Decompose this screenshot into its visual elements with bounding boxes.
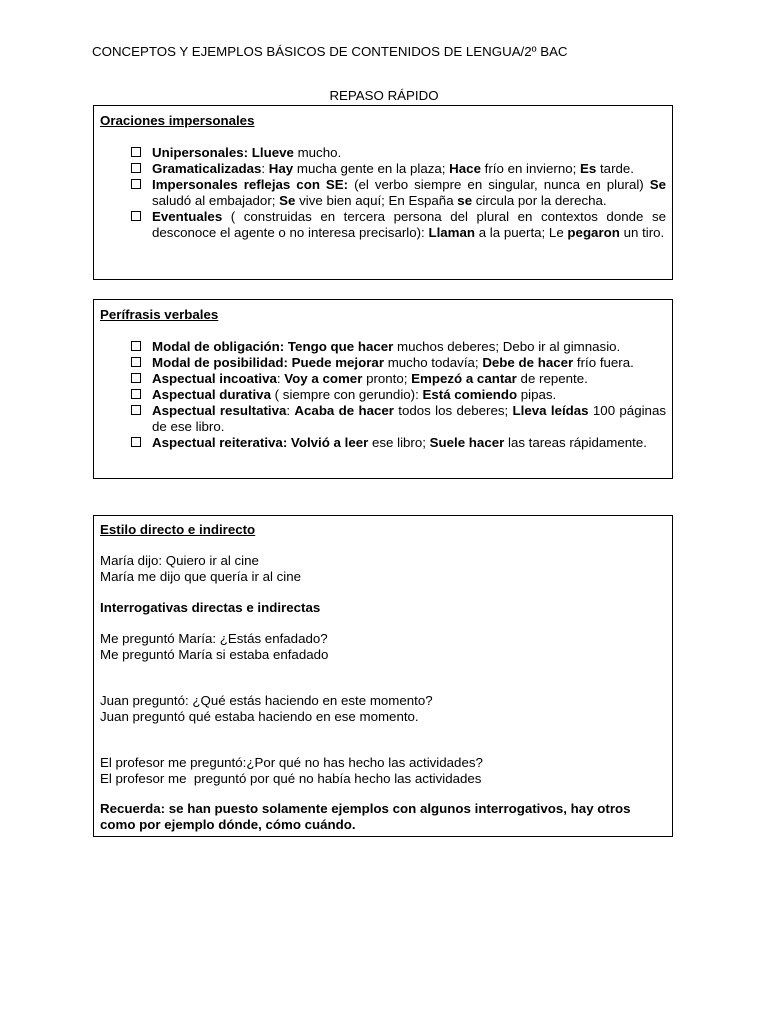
checkbox-icon[interactable] xyxy=(131,405,141,415)
bold-text: Empezó a cantar xyxy=(411,371,517,386)
checkbox-icon[interactable] xyxy=(131,341,141,351)
text-segment: frío en invierno; xyxy=(480,161,581,176)
estilo-box xyxy=(93,515,673,837)
text-segment: las tareas rápidamente. xyxy=(504,435,647,450)
example-line: María dijo: Quiero ir al cine xyxy=(100,553,259,568)
bold-text: Impersonales reflejas con SE: xyxy=(152,177,349,192)
text-segment: todos los deberes; xyxy=(393,403,513,418)
text-segment: muchos deberes; Debo ir al gimnasio. xyxy=(393,339,621,354)
example-line: El profesor me preguntó:¿Por qué no has hecho las actividades? xyxy=(100,755,483,770)
list-item xyxy=(100,387,666,403)
document-subtitle: REPASO RÁPIDO xyxy=(329,88,439,103)
example-2 xyxy=(100,631,666,663)
bold-text: Hay xyxy=(268,161,294,176)
list-item xyxy=(100,209,666,241)
bold-text: Gramaticalizadas xyxy=(152,161,262,176)
bold-text: Aspectual reiterativa: Volvió a leer xyxy=(152,435,369,450)
list-item xyxy=(100,355,666,371)
estilo-title: Estilo directo e indirecto xyxy=(100,522,256,537)
text-segment: ese libro; xyxy=(368,435,430,450)
bold-text: Acaba de hacer xyxy=(294,403,394,418)
bold-text: Suele hacer xyxy=(429,435,505,450)
document-header: CONCEPTOS Y EJEMPLOS BÁSICOS DE CONTENIDOS DE LENGUA/2º BAC xyxy=(92,44,568,59)
interrogativas-title: Interrogativas directas e indirectas xyxy=(100,600,321,615)
bold-text: Eventuales xyxy=(152,209,223,224)
text-segment: : xyxy=(261,161,269,176)
bold-text: Unipersonales: Llueve xyxy=(152,145,294,160)
text-segment: mucho. xyxy=(293,145,342,160)
text-segment: circula por la derecha. xyxy=(472,193,607,208)
checkbox-icon[interactable] xyxy=(131,163,141,173)
bold-text: Voy a comer xyxy=(284,371,363,386)
example-1 xyxy=(100,553,666,585)
example-line: Me preguntó María si estaba enfadado xyxy=(100,647,329,662)
text-segment: : xyxy=(276,371,285,386)
checkbox-icon[interactable] xyxy=(131,357,141,367)
perifrasis-title: Perífrasis verbales xyxy=(100,307,219,322)
example-line: Juan preguntó qué estaba haciendo en ese momento. xyxy=(100,709,419,724)
list-item xyxy=(100,339,666,355)
text-segment: (el verbo siempre en singular, nunca en plural) xyxy=(348,177,650,192)
text-segment: pronto; xyxy=(362,371,412,386)
text-segment: ( siempre con gerundio): xyxy=(270,387,423,402)
text-segment: ( construidas en tercera persona del plural en contextos donde se desconoce el agente o no interesa precisarlo): xyxy=(152,209,666,240)
example-4 xyxy=(100,755,666,787)
checkbox-icon[interactable] xyxy=(131,179,141,189)
bold-text: Modal de obligación: Tengo que hacer xyxy=(152,339,394,354)
bold-text: Llaman xyxy=(428,225,476,240)
list-item xyxy=(100,371,666,387)
text-segment: vive bien aquí; En España xyxy=(295,193,458,208)
list-item xyxy=(100,161,666,177)
checkbox-icon[interactable] xyxy=(131,389,141,399)
example-line: María me dijo que quería ir al cine xyxy=(100,569,302,584)
impersonales-box xyxy=(93,105,673,280)
list-item xyxy=(100,177,666,209)
text-segment: un tiro. xyxy=(619,225,665,240)
bold-text: Aspectual durativa xyxy=(152,387,271,402)
text-segment: 100 páginas de ese libro. xyxy=(152,403,666,434)
checkbox-icon[interactable] xyxy=(131,373,141,383)
text-segment: frío fuera. xyxy=(573,355,634,370)
bold-text: se xyxy=(457,193,473,208)
checkbox-icon[interactable] xyxy=(131,437,141,447)
bold-text: Modal de posibilidad: Puede mejorar xyxy=(152,355,384,370)
bold-text: Aspectual resultativa xyxy=(152,403,287,418)
bold-text: Debe de hacer xyxy=(482,355,574,370)
bold-text: Aspectual incoativa xyxy=(152,371,277,386)
bold-text: Se xyxy=(649,177,666,192)
text-segment: a la puerta; Le xyxy=(475,225,568,240)
text-segment: saludó al embajador; xyxy=(152,193,280,208)
bold-text: Es xyxy=(580,161,597,176)
example-line: El profesor me preguntó por qué no había hecho las actividades xyxy=(100,771,482,786)
text-segment: mucha gente en la plaza; xyxy=(293,161,450,176)
bold-text: Se xyxy=(279,193,296,208)
text-segment: mucho todavía; xyxy=(384,355,483,370)
list-item xyxy=(100,403,666,435)
perifrasis-box xyxy=(93,299,673,479)
example-line: Juan preguntó: ¿Qué estás haciendo en este momento? xyxy=(100,693,433,708)
list-item xyxy=(100,145,666,161)
perifrasis-list xyxy=(100,339,666,451)
bold-text: Hace xyxy=(449,161,481,176)
checkbox-icon[interactable] xyxy=(131,211,141,221)
text-segment: de repente. xyxy=(516,371,588,386)
bold-text: Lleva leídas xyxy=(512,403,589,418)
bold-text: Está comiendo xyxy=(422,387,518,402)
text-segment: pipas. xyxy=(517,387,557,402)
example-line: Me preguntó María: ¿Estás enfadado? xyxy=(100,631,328,646)
recuerda-note: Recuerda: se han puesto solamente ejemplos con algunos interrogativos, hay otros como por ejemplo dónde, cómo cuándo. xyxy=(100,801,631,832)
text-segment: : xyxy=(286,403,295,418)
bold-text: pegaron xyxy=(567,225,620,240)
list-item xyxy=(100,435,666,451)
impersonales-title: Oraciones impersonales xyxy=(100,113,255,128)
checkbox-icon[interactable] xyxy=(131,147,141,157)
text-segment: tarde. xyxy=(596,161,634,176)
impersonales-list xyxy=(100,145,666,241)
example-3 xyxy=(100,693,666,725)
